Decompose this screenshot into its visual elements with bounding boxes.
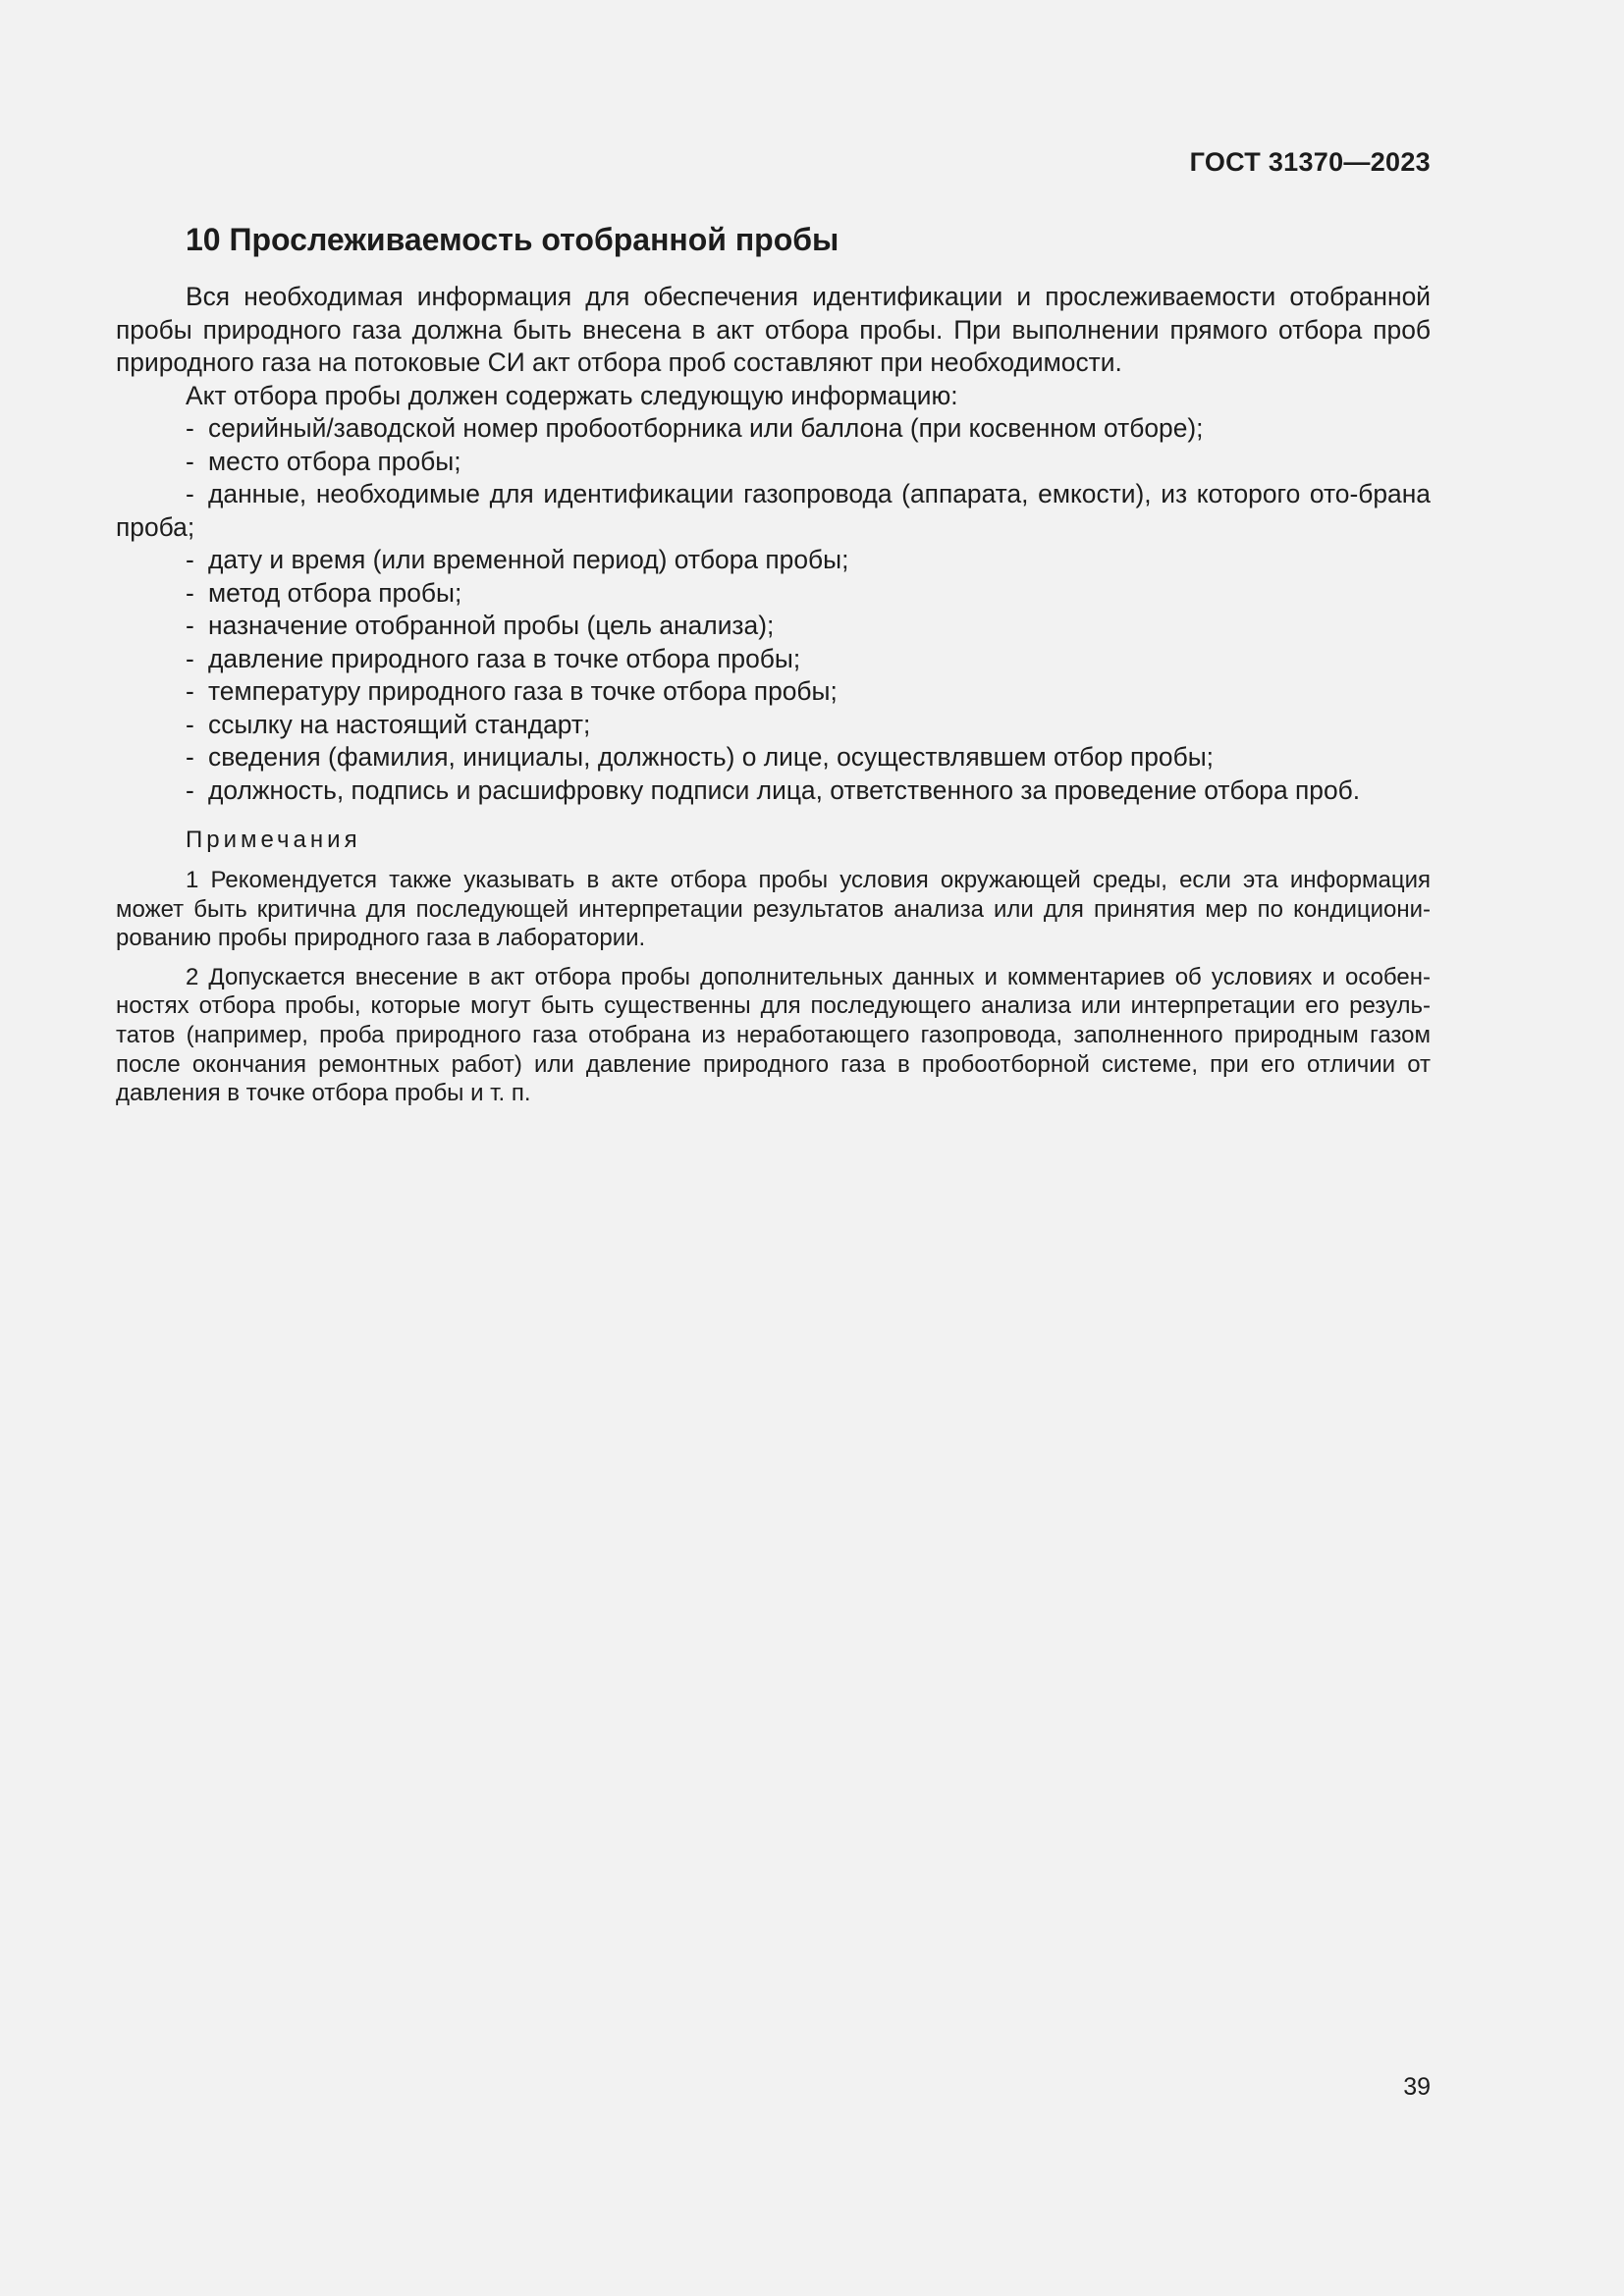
list-dash: - [186, 479, 194, 508]
notes-title: Примечания [186, 827, 361, 853]
list-dash: - [186, 742, 194, 772]
list-item [116, 709, 1431, 742]
note-item: 1 Рекомендуется также указывать в акте отбора пробы условия окружающей среды, если эта информация может быть критична для последующей интерпретации результатов анализа или для принятия мер по кондициони-рованию пробы природного газа в лаборатории. [116, 867, 1431, 952]
list-item [116, 741, 1431, 774]
list-dash: - [186, 545, 194, 574]
list-item [116, 774, 1431, 808]
list-item-text: серийный/заводской номер пробоотборника или баллона (при косвенном отборе); [208, 413, 1204, 443]
list-item-text: должность, подпись и расшифровку подписи лица, ответственного за проведение отбора проб. [208, 774, 1361, 805]
list-item [116, 478, 1431, 544]
list-dash: - [186, 446, 194, 476]
list-item [116, 577, 1431, 611]
list-dash: - [186, 774, 194, 805]
list-item-text: назначение отобранной пробы (цель анализа); [208, 611, 775, 640]
list-item [116, 675, 1431, 709]
section-body [116, 281, 1431, 807]
list-item-text: давление природного газа в точке отбора пробы; [208, 643, 801, 673]
list-dash: - [186, 577, 194, 608]
intro-paragraph: Вся необходимая информация для обеспечения идентификации и прослеживаемости отобранной пробы природного газа должна быть внесена в акт отбора пробы. При выполнении прямого отбора проб природного газа на потоковые СИ акт отбора проб составляют при необходимости. [116, 282, 1431, 377]
list-item [116, 446, 1431, 479]
list-item-text: сведения (фамилия, инициалы, должность) о лице, осуществлявшем отбор пробы; [208, 742, 1215, 772]
notes-block [116, 825, 1431, 1108]
list-lead-paragraph: Акт отбора пробы должен содержать следующую информацию: [186, 380, 958, 410]
page-number: 39 [1403, 2073, 1431, 2101]
list-item [116, 544, 1431, 577]
section-title: 10 Прослеживаемость отобранной пробы [186, 222, 839, 257]
list-dash: - [186, 676, 194, 706]
list-item-text: место отбора пробы; [208, 446, 461, 476]
list-dash: - [186, 709, 194, 739]
list-item [116, 643, 1431, 676]
list-dash: - [186, 643, 194, 673]
list-item-text: метод отбора пробы; [208, 577, 462, 608]
list-dash: - [186, 611, 194, 640]
requirements-list [116, 412, 1431, 807]
list-item-text: температуру природного газа в точке отбора пробы; [208, 676, 838, 706]
page-content [116, 220, 1431, 1118]
document-code: ГОСТ 31370—2023 [1189, 147, 1431, 177]
list-item-text: дату и время (или временной период) отбора пробы; [208, 545, 849, 574]
note-item: 2 Допускается внесение в акт отбора пробы дополнительных данных и комментариев об условиях и особен-ностях отбора пробы, которые могут быть существенны для последующего анализа или интерпретации его резуль-татов (например, проба природного газа отобрана из неработающего газопровода, заполненного природным газом после окончания ремонтных работ) или давление природного газа в пробоотборной системе, при его отличии от давления в точке отбора пробы и т. п. [116, 963, 1431, 1107]
list-dash: - [186, 413, 194, 443]
list-item-text: данные, необходимые для идентификации газопровода (аппарата, емкости), из которого ото-брана проба; [116, 479, 1431, 542]
list-item [116, 610, 1431, 643]
list-item [116, 412, 1431, 446]
list-item-text: ссылку на настоящий стандарт; [208, 709, 591, 739]
